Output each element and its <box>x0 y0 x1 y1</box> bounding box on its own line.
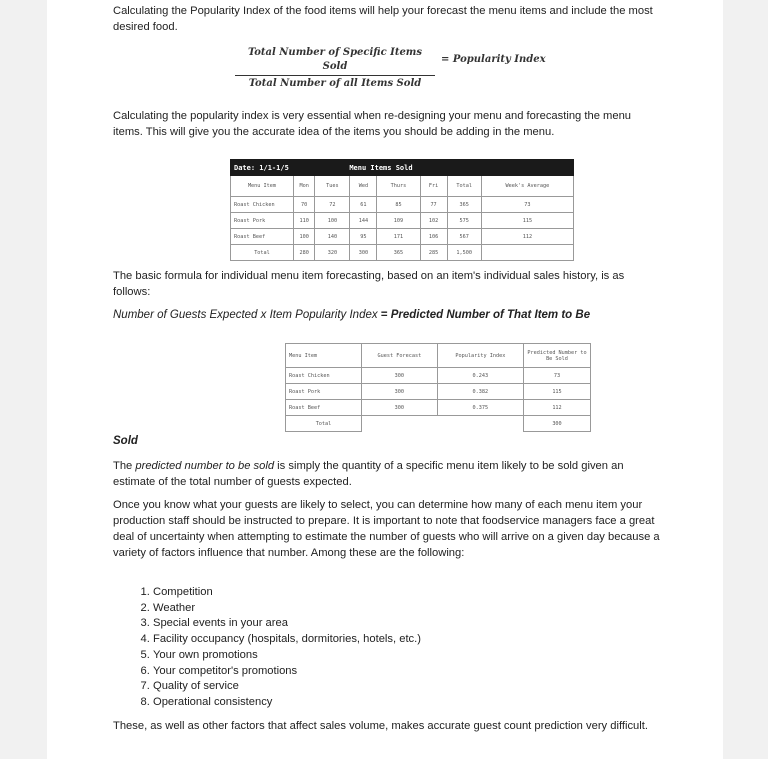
table2-header: Guest Forecast <box>362 344 438 368</box>
table-row: Roast Beef 300 0.375 112 <box>286 400 591 416</box>
table-row: Total 280 320 300 365 285 1,500 <box>231 245 574 261</box>
table1-header: Wed <box>350 176 377 197</box>
table2-header: Predicted Number to Be Sold <box>524 344 591 368</box>
list-item: 3. Special events in your area <box>153 616 661 632</box>
table1-header: Week's Average <box>481 176 573 197</box>
formula-denominator: Total Number of all Items Sold <box>248 78 422 89</box>
table-row: Roast Pork 110 100 144 109 102 575 115 <box>231 213 574 229</box>
table1-header: Tues <box>315 176 350 197</box>
list-item: 7. Quality of service <box>153 679 661 695</box>
list-item: 8. Operational consistency <box>153 695 661 711</box>
predicted-number-table <box>285 343 591 432</box>
formula2-eq: = <box>377 309 391 321</box>
document-page <box>47 0 723 759</box>
list-item: 4. Facility occupancy (hospitals, dormitories, hotels, etc.) <box>153 632 661 648</box>
list-item: 6. Your competitor's promotions <box>153 664 661 680</box>
table1-header: Menu Item <box>231 176 294 197</box>
table1-header: Thurs <box>377 176 420 197</box>
table1-header: Fri <box>420 176 447 197</box>
table-row: Roast Chicken 300 0.243 73 <box>286 368 591 384</box>
para-closing: These, as well as other factors that affect sales volume, makes accurate guest count prediction very difficult. <box>113 720 648 732</box>
para-popularity-index: Calculating the Popularity Index of the food items will help your forecast the menu items and include the most desired food. <box>113 5 653 33</box>
list-item: 1. Competition <box>153 585 661 601</box>
table-row: Roast Beef 100 140 95 171 106 567 112 <box>231 229 574 245</box>
table1-header: Mon <box>294 176 315 197</box>
para-basic-formula: The basic formula for individual menu item forecasting, based on an item's individual sales history, is as follows: <box>113 270 625 298</box>
table2-header: Popularity Index <box>437 344 523 368</box>
table-row: Total 300 <box>286 416 591 432</box>
table1-header: Total <box>447 176 481 197</box>
list-item: 2. Weather <box>153 601 661 617</box>
para-predicted-number: The predicted number to be sold is simply the quantity of a specific menu item likely to be sold given an estimate of the total number of guests expected. <box>113 460 624 488</box>
para-uncertainty: Once you know what your guests are likely to select, you can determine how many of each menu item your production staff should be instructed to prepare. It is important to note that foodservice managers face a great deal of uncertainty when attempting to estimate the number of guests who will arrive on a given day because a variety of factors influence that number. Among these are the following: <box>113 499 660 559</box>
popularity-index-formula <box>235 46 655 89</box>
formula2-left: Number of Guests Expected x Item Popularity Index <box>113 309 378 321</box>
table1-title: Menu Items Sold <box>315 160 447 176</box>
formula-numerator: Total Number of Specific Items Sold <box>247 47 423 72</box>
table-row: Roast Pork 300 0.382 115 <box>286 384 591 400</box>
intro-paragraph <box>113 3 661 35</box>
factors-list <box>113 585 661 711</box>
table1-date: Date: 1/1-1/5 <box>231 160 315 176</box>
sold-word: Sold <box>113 435 138 447</box>
formula2-right: Predicted Number of That Item to Be <box>390 309 591 321</box>
item-forecast-formula <box>113 307 661 323</box>
para-redesign: Calculating the popularity index is very essential when re-designing your menu and forecasting the menu items. This will give you the accurate idea of the items you should be adding in the menu. <box>113 110 632 138</box>
list-item: 5. Your own promotions <box>153 648 661 664</box>
table-row: Roast Chicken 70 72 61 85 77 365 73 <box>231 197 574 213</box>
formula-result: = Popularity Index <box>441 54 546 65</box>
menu-items-sold-table <box>230 159 574 261</box>
table2-header: Menu Item <box>286 344 362 368</box>
